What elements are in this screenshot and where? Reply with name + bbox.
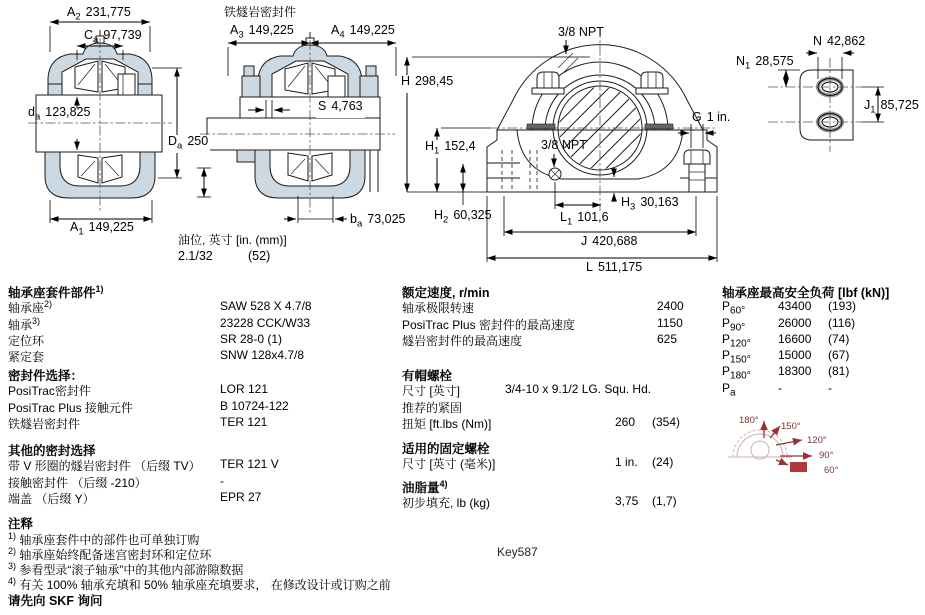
load-row-axial: $P_a$ - - [722, 380, 832, 399]
housing-kit-parts-section [8, 283, 400, 364]
safe-load-section [722, 283, 917, 397]
dim-label-l1: $L_1$ 101,6 [560, 210, 609, 228]
notes-section [8, 514, 428, 606]
taconite-seal-title: 铁燧岩密封件 [224, 5, 297, 19]
spec-row-housing: 轴承座$^{2)}$ SAW 528 X 4.7/8 [8, 299, 312, 316]
dim-label-da-cap: $D_a$ 250 [168, 134, 209, 152]
section-title: 有帽螺栓 [402, 369, 453, 383]
dim-label-ba: $b_a$ 73,025 [350, 212, 406, 230]
dim-label-s: S 4,763 [316, 100, 365, 118]
section-title: 其他的密封选择 [8, 444, 96, 458]
key-code: Key587 [497, 545, 538, 559]
grease-quantity-section [402, 478, 702, 511]
oil-level-mm: (52) [248, 249, 271, 263]
dim-label-h1: $H_1$ 152,4 [425, 139, 476, 157]
note-4: $^{4)}$ 有关 100% 轴承充填和 50% 轴承座充填要求， 在修改设计或订购之前 [8, 576, 391, 592]
seal-options-section [8, 366, 400, 431]
load-row-150: $P_{150^\circ}$ 15000 (67) [722, 348, 850, 366]
angle-label-150: 150° [781, 421, 801, 432]
spec-row-positrac-plus: PosiTrac Plus 接触元件 B 10724-122 [8, 398, 289, 415]
dim-label-j: J 420,688 [579, 235, 639, 253]
npt-mid-label: 3/8 NPT [541, 138, 587, 152]
spec-row-adapter-sleeve: 紧定套 SNW 128x4.7/8 [8, 348, 305, 365]
section-title: 额定速度, r/min [402, 286, 490, 300]
note-2: $^{2)}$ 轴承座始终配备迷宫密封环和定位环 [8, 546, 212, 562]
spec-row-bolt-size: 尺寸 [英寸] 3/4-10 x 9.1/2 LG. Squ. Hd. [402, 382, 652, 399]
spec-row-torque: 扭矩 [ft.lbs (Nm)] 260 (354) [402, 414, 681, 431]
spec-row-positrac: PosiTrac密封件 LOR 121 [8, 382, 269, 399]
dim-label-h: H 298,45 [399, 75, 455, 93]
load-row-120: $P_{120^\circ}$ 16600 (74) [722, 331, 850, 350]
dim-label-g: G 1 in. [692, 110, 731, 124]
spec-row-positrac-plus-speed: PosiTrac Plus 密封件的最高速度 1150 [402, 315, 683, 332]
angle-label-120: 120° [807, 435, 827, 446]
spec-row-initial-fill: 初步填充, lb (kg) 3,75 (1,7) [402, 494, 677, 511]
section-title: 适用的固定螺栓 [402, 442, 490, 456]
spec-row-taconite-speed: 燧岩密封件的最高速度 625 [402, 331, 678, 348]
spec-row-contact-seal: 接触密封件 （后缀 -210） - [8, 473, 224, 490]
note-3: $^{3)}$ 参看型录“滚子轴承”中的其他内部游隙数据 [8, 561, 244, 577]
attachment-bolts-section [402, 439, 702, 472]
angle-label-60: 60° [824, 465, 839, 476]
load-row-90: $P_{90^\circ}$ 26000 (116) [722, 315, 856, 333]
oil-level-value: 2.1/32 [178, 249, 213, 263]
section-title: 密封件选择： [8, 369, 84, 383]
dim-label-a1: $A_1$ 149,225 [70, 220, 134, 238]
dim-label-a3: $A_3$ 149,225 [230, 23, 294, 41]
middle-section-drawing [197, 32, 396, 223]
dim-label-j1: $J_1$ 85,725 [864, 98, 919, 116]
spec-row-attach-size: 尺寸 [英寸 (毫米)] 1 in. (24) [402, 455, 674, 472]
dim-label-h3: $H_3$ 30,163 [621, 195, 679, 213]
npt-top-label: 3/8 NPT [558, 25, 604, 39]
dim-label-a2: $A_2$ 231,775 [67, 5, 131, 23]
section-title: 轴承座套件部件$^{1)}$ [8, 283, 104, 300]
dim-label-h2: $H_2$ 60,325 [434, 208, 492, 226]
angle-label-180: 180° [739, 415, 759, 426]
dim-label-l: L 511,175 [584, 261, 644, 279]
rated-speeds-section [402, 283, 702, 348]
spec-row-taconite: 铁燧岩密封件 TER 121 [8, 414, 268, 431]
dim-label-a4: $A_4$ 149,225 [331, 23, 395, 41]
section-title: 油脂量$^{4)}$ [402, 478, 448, 495]
note-1: $^{1)}$ 轴承座套件中的部件也可单独订购 [8, 531, 200, 547]
notes-footer: 请先向 SKF 询问 [8, 594, 103, 608]
section-title: 轴承座最高安全负荷 [lbf (kN)] [722, 286, 890, 300]
dim-label-da: $d_a$ 123,825 [28, 105, 91, 123]
angle-label-90: 90° [819, 450, 834, 461]
load-direction-box [790, 462, 807, 472]
spec-row-recommended: 推荐的紧固 [402, 400, 463, 415]
dim-label-n: N 42,862 [813, 34, 866, 48]
notes-title: 注释 [8, 517, 34, 531]
spec-row-taconite-v: 带 V 形圈的燧岩密封件 （后缀 TV） TER 121 V [8, 457, 279, 474]
dim-label-ca: $C_a$ 97,739 [84, 28, 142, 46]
cap-bolts-section [402, 366, 702, 431]
spec-row-end-cover: 端盖 （后缀 Y） EPR 27 [8, 489, 262, 506]
dim-label-n1: $N_1$ 28,575 [736, 54, 794, 72]
spec-row-bearing: 轴承$^{3)}$ 23228 CCK/W33 [8, 315, 311, 332]
other-seal-options-section [8, 441, 400, 506]
spec-row-bearing-limit-speed: 轴承极限转速 2400 [402, 299, 684, 316]
load-row-180: $P_{180^\circ}$ 18300 (81) [722, 364, 850, 382]
oil-level-label: 油位, 英寸 [in. (mm)] [178, 233, 287, 247]
spec-row-locating-ring: 定位环 SR 28-0 (1) [8, 331, 283, 348]
load-row-60: $P_{60^\circ}$ 43400 (193) [722, 299, 857, 317]
